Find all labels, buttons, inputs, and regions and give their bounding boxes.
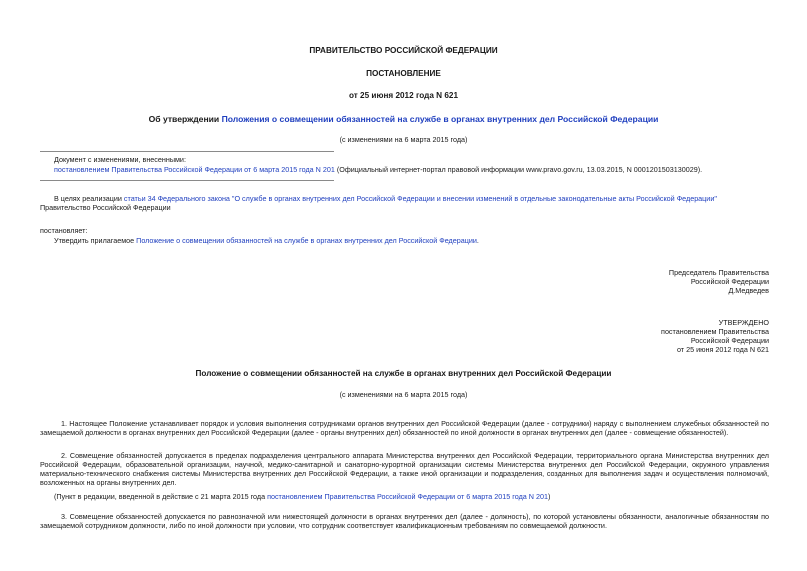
approved-by: постановлением Правительства	[661, 327, 769, 336]
divider-top	[40, 151, 334, 152]
approved-block	[519, 318, 769, 354]
decree-regulation-link[interactable]: Положение о совмещении обязанностей на службе в органах внутренних дел Российской Федерации	[136, 236, 477, 245]
signature-title: Председатель Правительства	[668, 268, 769, 277]
changes-note-heading: Документ с изменениями, внесенными:	[54, 155, 186, 164]
approved-country: Российской Федерации	[690, 336, 769, 345]
preamble-suffix: Правительство Российской Федерации	[40, 203, 171, 212]
regulation-title: Положение о совмещении обязанностей на службе в органах внутренних дел Российской Федерации	[195, 369, 612, 378]
document-title	[0, 114, 807, 125]
regulation-paragraph-2: 2. Совмещение обязанностей допускается в пределах подразделения центрального аппарата Министерства внутренних дел Российской Федерации, территориального органа Министерства внутренних дел Российской Федерации, образовательной организации, научной, медико-санитарной и санаторно-курортной организации системы Министерства внутренних дел Российской Федерации, окружного управления материально-технического снабжения системы Министерства внутренних дел Российской Федерации, а также иной организации и подразделения, созданных для выполнения задач и осуществления полномочий, возложенных на органы внутренних дел.	[40, 451, 769, 487]
regulation-paragraph-2-note	[54, 492, 774, 501]
title-regulation-link[interactable]: Положения о совмещении обязанностей на службе в органах внутренних дел Российской Федерации	[221, 114, 659, 124]
decree-approve-suffix: .	[476, 236, 479, 245]
decree-approve	[54, 236, 774, 245]
p2-note-prefix: (Пункт в редакции, введенной в действие с 21 марта 2015 года	[54, 492, 268, 501]
regulation-amended-note: (с изменениями на 6 марта 2015 года)	[339, 390, 468, 399]
decree-approve-prefix: Утвердить прилагаемое	[54, 236, 137, 245]
document-date: от 25 июня 2012 года N 621	[348, 91, 459, 100]
preamble	[40, 194, 769, 212]
preamble-law-link[interactable]: статьи 34 Федерального закона "О службе в органах внутренних дел Российской Федерации и внесении изменений в отдельные законодательные акты Российской Федерации"	[123, 194, 717, 203]
government-name: ПРАВИТЕЛЬСТВО РОССИЙСКОЙ ФЕДЕРАЦИИ	[309, 46, 498, 55]
title-prefix: Об утверждении	[148, 114, 222, 124]
regulation-paragraph-3: 3. Совмещение обязанностей допускается по равнозначной или нижестоящей должности в органах внутренних дел (далее - должность), по которой установлены обязанности, аналогичные обязанностям по замещаемой сотрудником должности, либо по иной должности при условии, что сотрудник соответствует квалификационным требованиям по совмещаемой должности.	[40, 512, 769, 530]
approved-label: УТВЕРЖДЕНО	[718, 318, 769, 327]
divider-bottom	[40, 180, 334, 181]
p2-note-suffix: )	[547, 492, 551, 501]
changes-note-text	[54, 165, 784, 174]
decree-resolves: постановляет:	[40, 226, 88, 235]
regulation-paragraph-1: 1. Настоящее Положение устанавливает порядок и условия выполнения сотрудниками органов внутренних дел Российской Федерации (далее - сотрудники) наряду с выполнением служебных обязанностей по замещаемой должности в органах внутренних дел Российской Федерации (далее - органы внутренних дел) обязанностей по иной должности в органах внутренних дел (далее - совмещение обязанностей).	[40, 419, 769, 437]
signature-country: Российской Федерации	[690, 277, 769, 286]
changes-note-link[interactable]: постановлением Правительства Российской Федерации от 6 марта 2015 года N 201	[54, 165, 335, 174]
title-amended-note: (с изменениями на 6 марта 2015 года)	[339, 135, 468, 144]
changes-note-source: (Официальный интернет-портал правовой информации www.pravo.gov.ru, 13.03.2015, N 0001201503130029).	[334, 165, 703, 174]
signature-block	[519, 268, 769, 295]
preamble-prefix: В целях реализации	[54, 194, 124, 203]
document-type: ПОСТАНОВЛЕНИЕ	[366, 69, 441, 78]
p2-note-link[interactable]: постановлением Правительства Российской Федерации от 6 марта 2015 года N 201	[267, 492, 548, 501]
approved-date: от 25 июня 2012 года N 621	[676, 345, 769, 354]
signature-name: Д.Медведев	[728, 286, 769, 295]
